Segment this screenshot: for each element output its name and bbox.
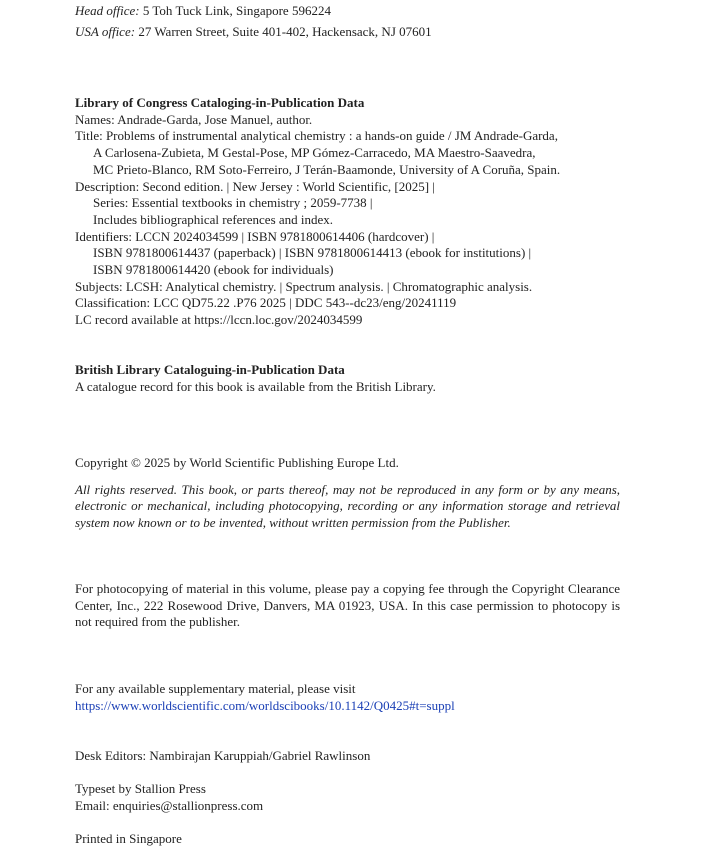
typeset-email: Email: enquiries@stallionpress.com [75,797,264,813]
loc-identifiers-line-3: ISBN 9781800614420 (ebook for individuals) [93,262,334,278]
head-office-line [75,1,432,22]
photocopy-statement: For photocopying of material in this volume, please pay a copying fee through the Copyright Clearance Center, Inc., 222 Rosewood Drive, Danvers, MA 01923, USA. In this case permission to photocopy is not required from the publisher. [75,581,620,630]
copyright-notice: Copyright © 2025 by World Scientific Publishing Europe Ltd. [75,455,399,470]
usa-office-label: USA office: [75,23,136,39]
loc-identifiers-line-1: Identifiers: LCCN 2024034599 | ISBN 9781800614406 (hardcover) | [75,228,435,244]
loc-subjects: Subjects: LCSH: Analytical chemistry. | Spectrum analysis. | Chromatographic analysis. [75,278,533,294]
loc-description-line-1: Description: Second edition. | New Jersey : World Scientific, [2025] | [75,178,435,194]
british-heading: British Library Cataloguing-in-Publication Data [75,362,345,377]
loc-record: LC record available at https://lccn.loc.gov/2024034599 [75,312,363,328]
supplementary-text: For any available supplementary material, please visit [75,681,356,696]
head-office-address: 5 Toh Tuck Link, Singapore 596224 [142,3,331,18]
loc-heading: Library of Congress Cataloging-in-Publication Data [75,95,365,110]
head-office-label: Head office: [75,3,140,18]
printed-in: Printed in Singapore [75,831,182,846]
office-addresses [75,1,432,42]
typeset-block [75,781,263,814]
loc-title-line-1: Title: Problems of instrumental analytical chemistry : a hands-on guide / JM Andrade-Garda, [75,128,558,144]
supplementary-block [75,681,455,714]
supplementary-link[interactable]: https://www.worldscientific.com/worldscibooks/10.1142/Q0425#t=suppl [75,697,455,713]
british-cip-block [75,362,436,395]
loc-cip-block [75,95,560,329]
british-text: A catalogue record for this book is available from the British Library. [75,378,436,394]
desk-editors: Desk Editors: Nambirajan Karuppiah/Gabriel Rawlinson [75,748,371,763]
loc-title-line-3: MC Prieto-Blanco, RM Soto-Ferreiro, J Terán-Baamonde, University of A Coruña, Spain. [93,161,561,177]
loc-title-line-2: A Carlosena-Zubieta, M Gestal-Pose, MP Gómez-Carracedo, MA Maestro-Saavedra, [93,145,536,161]
usa-office-line [75,22,432,43]
rights-statement: All rights reserved. This book, or parts thereof, may not be reproduced in any form or by any means, electronic or mechanical, including photocopying, recording or any information storage and retrieval system now known or to be invented, without written permission from the Publisher. [75,481,620,531]
usa-office-address: 27 Warren Street, Suite 401-402, Hackensack, NJ 07601 [138,23,432,39]
loc-description-line-2: Series: Essential textbooks in chemistry ; 2059-7738 | [93,195,373,211]
loc-classification: Classification: LCC QD75.22 .P76 2025 | DDC 543--dc23/eng/20241119 [75,295,457,311]
loc-description-line-3: Includes bibliographical references and index. [93,211,334,227]
copyright-block [75,455,620,532]
loc-identifiers-line-2: ISBN 9781800614437 (paperback) | ISBN 9781800614413 (ebook for institutions) | [93,245,532,261]
typeset-by: Typeset by Stallion Press [75,781,206,796]
loc-names: Names: Andrade-Garda, Jose Manuel, author. [75,111,313,127]
